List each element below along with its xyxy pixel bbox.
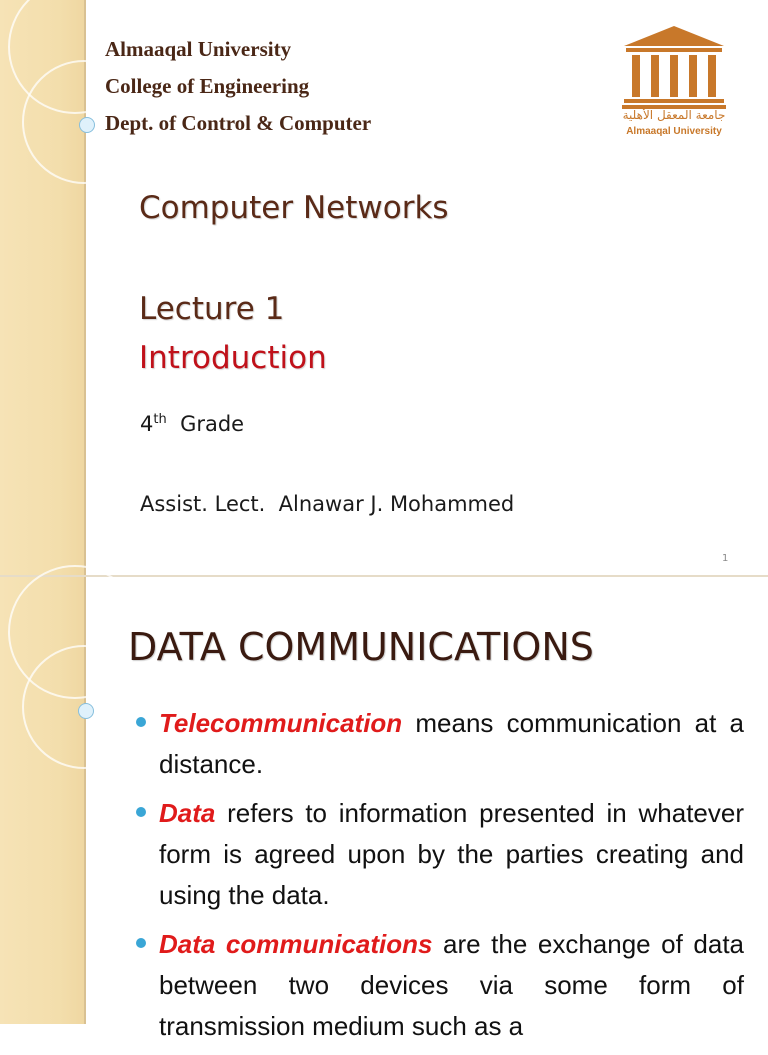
bullet-term: Telecommunication bbox=[159, 708, 403, 738]
lecture-number: Lecture 1 bbox=[139, 291, 285, 327]
university-name: Almaaqal University bbox=[105, 37, 292, 61]
bullet-list bbox=[134, 703, 744, 1055]
bullet-dot-icon bbox=[136, 807, 146, 817]
decorative-dot bbox=[79, 117, 95, 133]
lecture-topic: Introduction bbox=[139, 340, 327, 376]
logo-english-text: Almaaqal University bbox=[626, 126, 722, 137]
decorative-dot bbox=[78, 703, 94, 719]
bullet-dot-icon bbox=[136, 938, 146, 948]
page-number: 1 bbox=[722, 553, 729, 564]
bullet-item bbox=[134, 924, 744, 1047]
slide-heading: DATA COMMUNICATIONS bbox=[128, 625, 594, 669]
grade-suffix: th bbox=[153, 412, 167, 427]
bullet-item bbox=[134, 703, 744, 785]
department-name: Dept. of Control & Computer bbox=[105, 111, 372, 135]
college-name: College of Engineering bbox=[105, 74, 310, 98]
bullet-term: Data communications bbox=[159, 929, 433, 959]
bullet-text: means communication at a distance. bbox=[159, 708, 744, 779]
bullet-text: refers to information presented in whatever form is agreed upon by the parties creating and using the data. bbox=[159, 798, 744, 910]
bullet-text: are the exchange of data between two devices via some form of transmission medium such as a bbox=[159, 929, 745, 1041]
grade-line bbox=[140, 412, 244, 436]
bullet-term: Data bbox=[159, 798, 216, 828]
lecturer-name: Assist. Lect. Alnawar J. Mohammed bbox=[140, 492, 515, 516]
content-slide bbox=[0, 577, 768, 1041]
grade-number: 4 bbox=[140, 412, 154, 436]
bullet-item bbox=[134, 793, 744, 916]
bullet-dot-icon bbox=[136, 717, 146, 727]
course-title: Computer Networks bbox=[139, 190, 449, 226]
grade-label: Grade bbox=[180, 412, 245, 436]
logo-arabic-text: جامعة المعقل الأهلية bbox=[622, 108, 726, 122]
